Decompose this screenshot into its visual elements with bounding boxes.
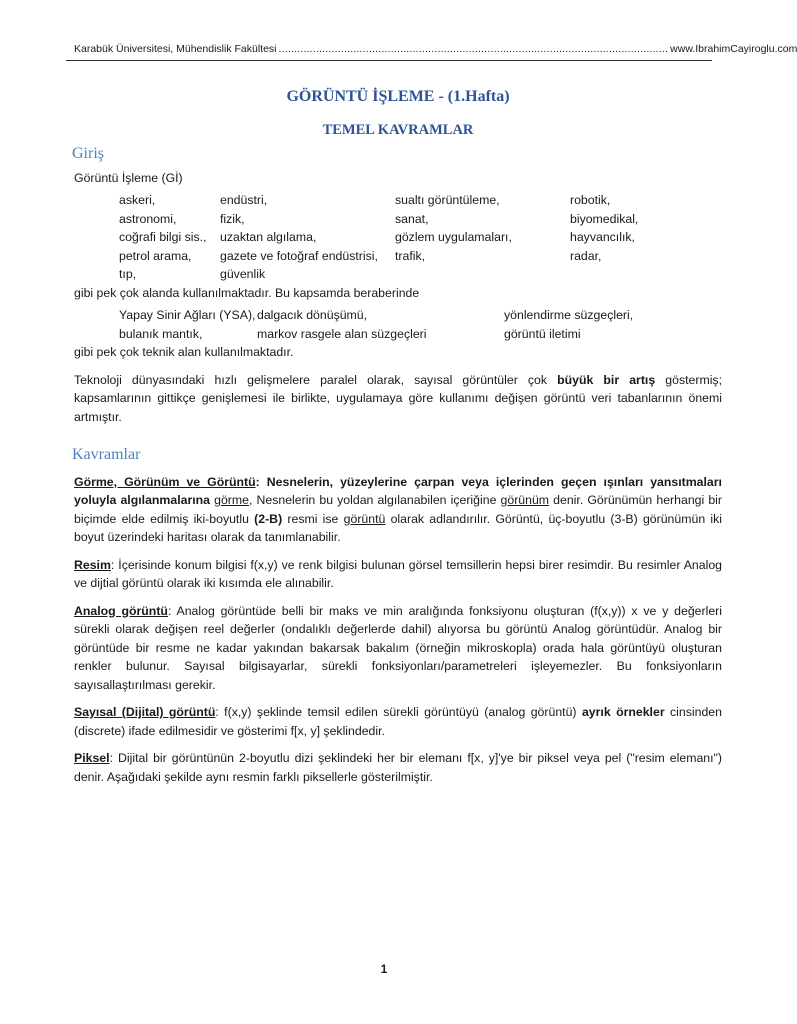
- definition-resim: [74, 556, 722, 593]
- field-item: askeri,: [119, 193, 156, 207]
- intro-paragraph-text: Teknoloji dünyasındaki hızlı gelişmelere paralel olarak, sayısal görüntüler çok: [74, 372, 558, 387]
- field-item: [395, 265, 570, 284]
- term-piksel: Piksel: [74, 751, 110, 765]
- field-item: biyomedikal,: [570, 211, 639, 226]
- gorme-word-gorunum: görünüm: [500, 493, 550, 507]
- analog-text: : Analog görüntüde belli bir maks ve min aralığında fonksiyonu oluşturan (f(x,y)) x ve y değerleri sürekli olarak değişen reel değerler (ondalıklı değerlerde dahil) alıyorsa bu görüntü Analog görüntüdür. Analog bir görüntüde bir resme ne kadar yakından bakarsak bakalım (örneğin mikroskopla) orada hala görüntüyü oluşturan renkler bulunur. Sayısal bilgisayarlar, sürekli fonksiyonları/parametreleri işleyemezler. Bu fonksiyonların sayısallaştırılması gerekir.: [74, 603, 723, 692]
- field-item: robotik,: [570, 193, 611, 207]
- field-item: trafik,: [395, 248, 426, 263]
- sayisal-emphasis: ayrık örnekler: [581, 705, 665, 719]
- gorme-text-2: , Nesnelerin bu yoldan algılanabilen içeriğine: [248, 493, 501, 507]
- definition-analog: [74, 602, 722, 695]
- field-item: radar,: [570, 248, 602, 263]
- document-title: GÖRÜNTÜ İŞLEME - (1.Hafta): [286, 88, 510, 105]
- intro-paragraph-text-end: göstermiş; kapsamlarının gittikçe genişlemesi ile birlikte, uygulamaya göre kullanımı değişen görüntü veri tabanlarının önemi artmıştır.: [74, 372, 722, 424]
- after-techniques-text: gibi pek çok teknik alan kullanılmaktadır.: [74, 345, 294, 359]
- term-sayisal: Sayısal (Dijital) görüntü: [74, 705, 216, 719]
- field-item: coğrafi bilgi sis.,: [119, 230, 207, 244]
- sayisal-text-1: : f(x,y) şeklinde temsil edilen sürekli görüntüyü (analog görüntü): [215, 705, 582, 719]
- field-item: sanat,: [395, 211, 429, 226]
- gorme-word-goruntu: görüntü: [343, 511, 386, 526]
- page-header: [74, 43, 797, 55]
- header-institution: Karabük Üniversitesi, Mühendislik Fakültesi: [74, 43, 277, 55]
- section-heading-kavramlar: Kavramlar: [72, 446, 141, 463]
- gorme-word-2b: (2-B): [254, 511, 283, 526]
- header-leader-dots: .............................................................................................................................: [278, 43, 669, 55]
- technique-item: görüntü iletimi: [504, 326, 581, 341]
- header-website: www.IbrahimCayiroglu.com: [670, 43, 797, 55]
- document-body: [74, 88, 722, 795]
- field-item: gazete ve fotoğraf endüstrisi,: [220, 248, 378, 263]
- sayisal-text-2: cinsinden (discrete) ifade edilmesidir ve gösterimi f[x, y] şeklindedir.: [74, 705, 722, 738]
- definition-sayisal: [74, 703, 722, 740]
- intro-paragraph: [74, 371, 722, 427]
- technique-item: Yapay Sinir Ağları (YSA),: [119, 308, 256, 322]
- document-subtitle: TEMEL KAVRAMLAR: [322, 121, 474, 138]
- field-item: sualtı görüntüleme,: [395, 193, 500, 207]
- field-item: endüstri,: [220, 193, 268, 207]
- field-item: uzaktan algılama,: [220, 230, 317, 244]
- page-number: 1: [380, 962, 388, 976]
- field-item: fizik,: [220, 211, 245, 226]
- field-item: astronomi,: [119, 211, 177, 226]
- gorme-text-5: olarak adlandırılır. Görüntü, üç-boyutlu (3-B) görünümün iki boyut üzerindeki haritası olarak da tanımlanabilir.: [74, 511, 722, 544]
- application-fields-list: [74, 191, 722, 284]
- after-fields-text: gibi pek çok alanda kullanılmaktadır. Bu kapsamda beraberinde: [74, 285, 420, 300]
- definition-piksel: [74, 749, 722, 786]
- term-analog: Analog görüntü: [74, 603, 168, 618]
- technique-item: dalgacık dönüşümü,: [257, 308, 368, 322]
- definition-gorme: [74, 473, 722, 547]
- gorme-text-4: resmi ise: [282, 511, 344, 526]
- intro-paragraph-emphasis: büyük bir artış: [557, 372, 656, 387]
- technique-item: markov rasgele alan süzgeçleri: [257, 326, 427, 341]
- field-item: gözlem uygulamaları,: [395, 230, 512, 244]
- intro-line: Görüntü İşleme (Gİ): [74, 170, 183, 185]
- gorme-text-1: : Nesnelerin, yüzeylerine çarpan veya içlerinden geçen ışınları yansıtmaları yoluyla algılanmalarına: [74, 474, 722, 507]
- gorme-text-3: denir. Görünümün herhangi bir biçimde elde edilmiş iki-boyutlu: [74, 493, 722, 526]
- field-item: güvenlik: [220, 267, 266, 281]
- term-gorme: Görme, Görünüm ve Görüntü: [74, 474, 256, 489]
- field-item: tıp,: [119, 267, 137, 281]
- header-rule: [66, 60, 712, 61]
- gorme-word-gorme: görme: [214, 493, 249, 507]
- term-resim: Resim: [74, 557, 111, 572]
- field-item: [570, 265, 690, 284]
- field-item: hayvancılık,: [570, 230, 635, 244]
- technique-list: [74, 306, 722, 343]
- field-item: petrol arama,: [119, 248, 192, 263]
- resim-text: : İçerisinde konum bilgisi f(x,y) ve renk bilgisi bulunan görsel temsillerin hepsi birer resimdir. Bu resimler Analog ve dijtial görüntü olarak iki kısımda ele alınabilir.: [74, 557, 722, 590]
- technique-item: bulanık mantık,: [119, 326, 203, 341]
- section-heading-giris: Giriş: [72, 145, 104, 162]
- technique-item: yönlendirme süzgeçleri,: [504, 308, 634, 322]
- piksel-text: : Dijital bir görüntünün 2-boyutlu dizi şeklindeki her bir elemanı f[x, y]'ye bir piksel veya pel ("resim elemanı") denir. Aşağıdaki şekilde aynı resmin farklı piksellerle gösterilmiştir.: [74, 751, 722, 784]
